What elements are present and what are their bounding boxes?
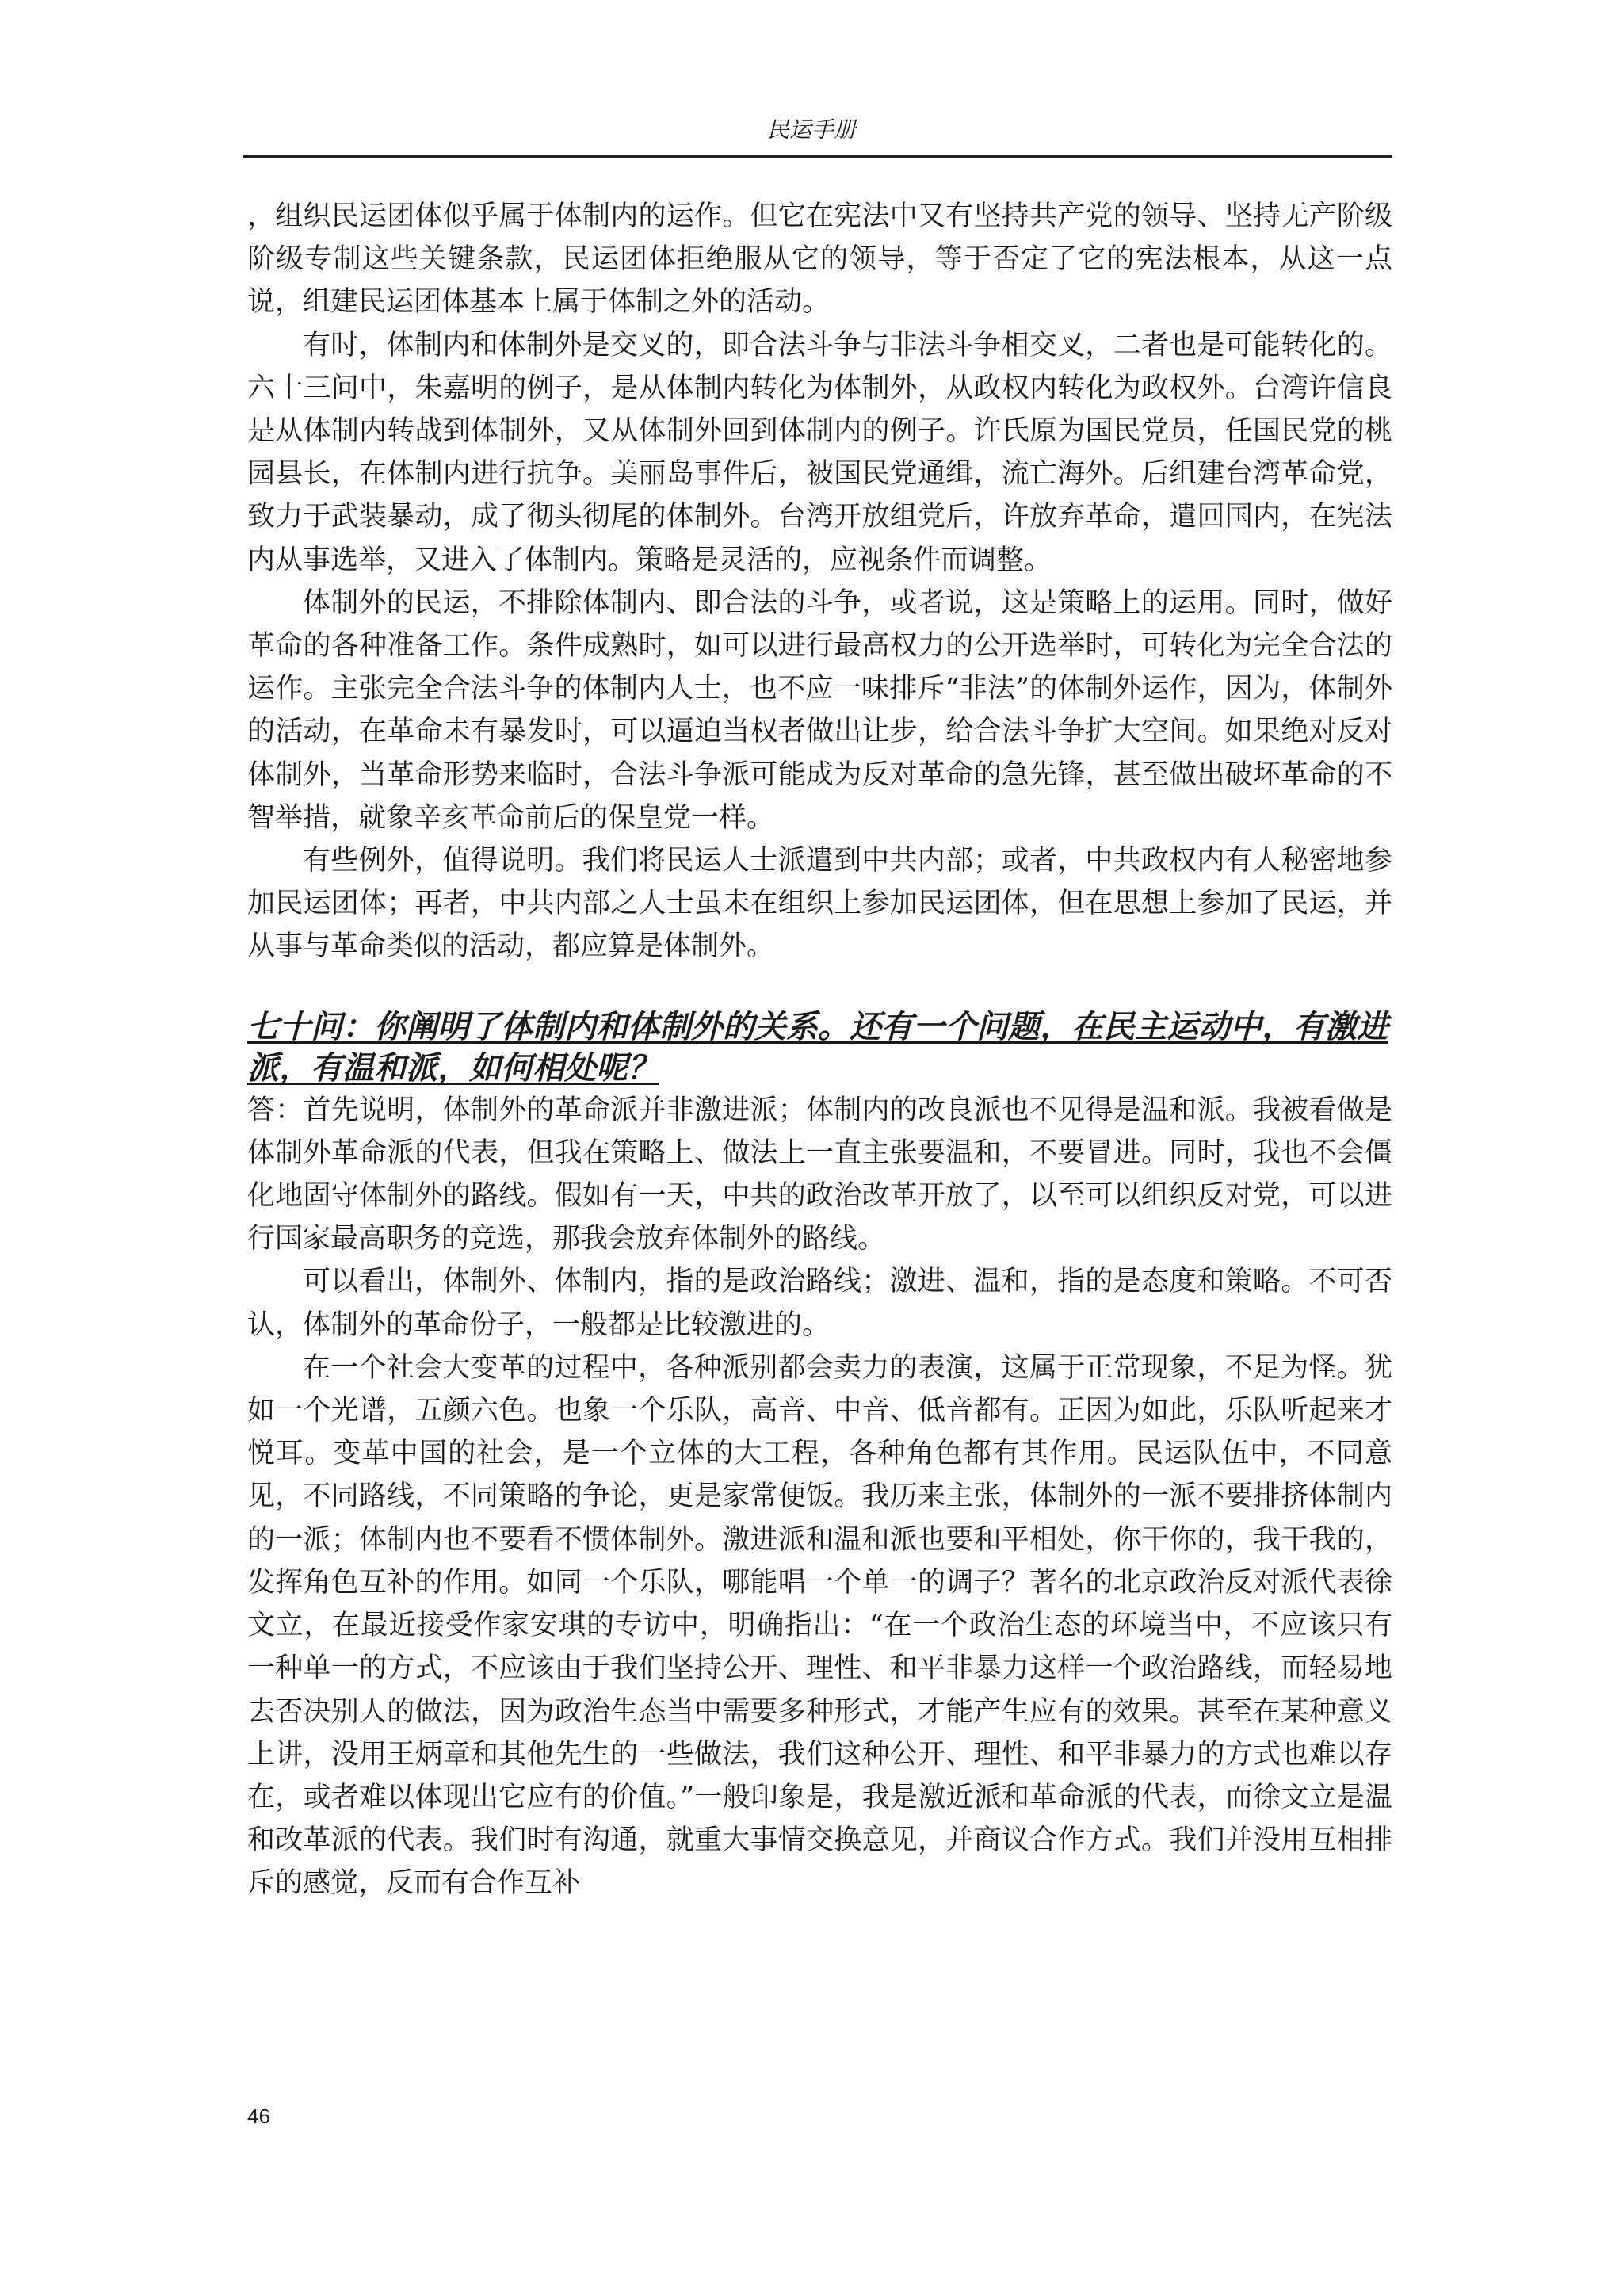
header-divider [243,155,1392,158]
paragraph-continuation: ，组织民运团体似乎属于体制内的运作。但它在宪法中又有坚持共产党的领导、坚持无产阶级阶级专制这些关键条款，民运团体拒绝服从它的领导，等于否定了它的宪法根本，从这一点说，组建民运团体基本上属于体制之外的活动。 [247,201,1392,319]
question-heading: 七十问：你阐明了体制内和体制外的关系。还有一个问题，在民主运动中，有激进派，有温和派，如何相处呢？ [247,1007,1388,1087]
paragraph-extra-system-strategy: 体制外的民运，不排除体制内、即合法的斗争，或者说，这是策略上的运用。同时，做好革命的各种准备工作。条件成熟时，如可以进行最高权力的公开选举时，可转化为完全合法的运作。主张完全合法斗争的体制内人士，也不应一味排斥“非法”的体制外运作，因为，体制外的活动，在革命未有暴发时，可以逼迫当权者做出让步，给合法斗争扩大空间。如果绝对反对体制外，当革命形势来临时，合法斗争派可能成为反对革命的急先锋，甚至做出破坏革命的不智举措，就象辛亥革命前后的保皇党一样。 [247,586,1392,834]
answer-paragraph-1: 答：首先说明，体制外的革命派并非激进派；体制内的改良派也不见得是温和派。我被看做是体制外革命派的代表，但我在策略上、做法上一直主张要温和，不要冒进。同时，我也不会僵化地固守体制外的路线。假如有一天，中共的政治改革开放了，以至可以组织反对党，可以进行国家最高职务的竞选，那我会放弃体制外的路线。 [247,1094,1392,1255]
paragraph-system-crossover: 有时，体制内和体制外是交叉的，即合法斗争与非法斗争相交叉，二者也是可能转化的。六十三问中，朱嘉明的例子，是从体制内转化为体制外，从政权内转化为政权外。台湾许信良是从体制内转战到体制外，又从体制外回到体制内的例子。许氏原为国民党员，任国民党的桃园县长，在体制内进行抗争。美丽岛事件后，被国民党通缉，流亡海外。后组建台湾革命党，致力于武装暴动，成了彻头彻尾的体制外。台湾开放组党后，许放弃革命，遣回国内，在宪法内从事选举，又进入了体制内。策略是灵活的，应视条件而调整。 [247,329,1392,576]
answer-paragraph-2: 可以看出，体制外、体制内，指的是政治路线；激进、温和，指的是态度和策略。不可否认，体制外的革命份子，一般都是比较激进的。 [247,1266,1392,1341]
answer-paragraph-3: 在一个社会大变革的过程中，各种派别都会卖力的表演，这属于正常现象，不足为怪。犹如一个光谱，五颜六色。也象一个乐队，高音、中音、低音都有。正因为如此，乐队听起来才悦耳。变革中国的社会，是一个立体的大工程，各种角色都有其作用。民运队伍中，不同意见，不同路线，不同策略的争论，更是家常便饭。我历来主张，体制外的一派不要排挤体制内的一派；体制内也不要看不惯体制外。激进派和温和派也要和平相处，你干你的，我干我的，发挥角色互补的作用。如同一个乐队，哪能唱一个单一的调子？著名的北京政治反对派代表徐文立，在最近接受作家安琪的专访中，明确指出：“在一个政治生态的环境当中，不应该只有一种单一的方式，不应该由于我们坚持公开、理性、和平非暴力这样一个政治路线，而轻易地去否决别人的做法，因为政治生态当中需要多种形式，才能产生应有的效果。甚至在某种意义上讲，没用王炳章和其他先生的一些做法，我们这种公开、理性、和平非暴力的方式也难以存在，或者难以体现出它应有的价值。”一般印象是，我是激近派和革命派的代表，而徐文立是温和改革派的代表。我们时有沟通，就重大事情交换意见，并商议合作方式。我们并没用互相排斥的感觉，反而有合作互补 [247,1351,1392,1900]
page-body [247,195,1392,1905]
paragraph-exceptions: 有些例外，值得说明。我们将民运人士派遣到中共内部；或者，中共政权内有人秘密地参加民运团体；再者，中共内部之人士虽未在组织上参加民运团体，但在思想上参加了民运，并从事与革命类似的活动，都应算是体制外。 [247,845,1392,963]
running-header-title: 民运手册 [766,117,856,143]
page-number: 46 [247,2104,270,2128]
